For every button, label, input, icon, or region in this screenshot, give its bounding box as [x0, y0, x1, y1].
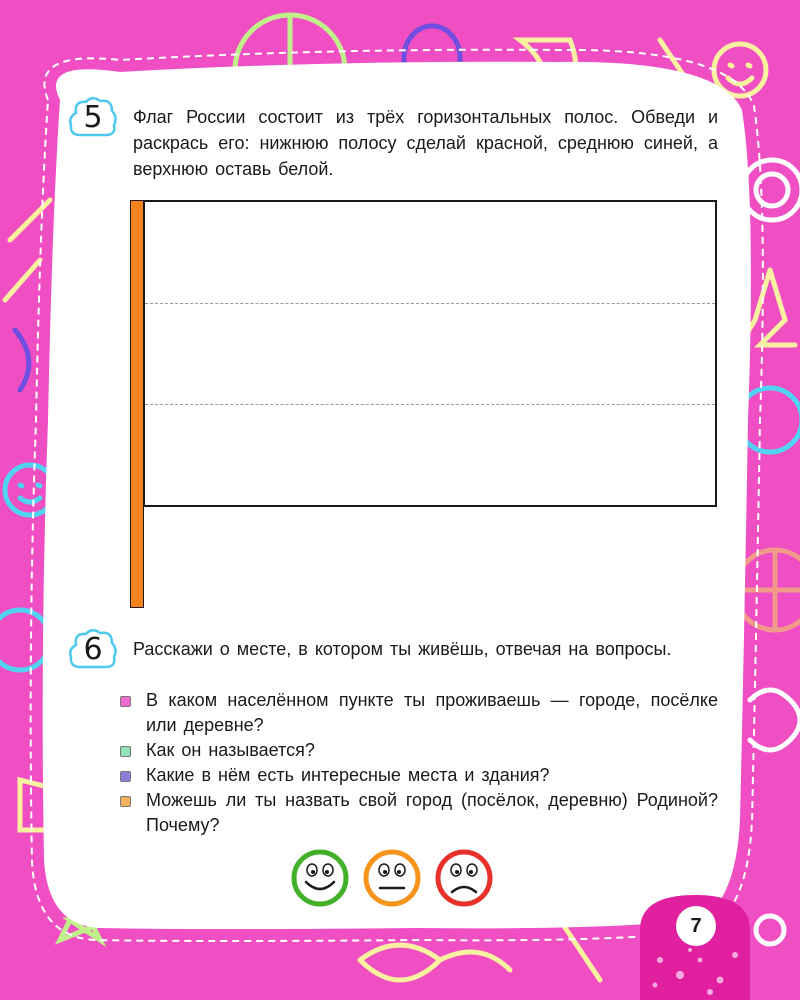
task-6-badge: [68, 627, 118, 673]
question-text: В каком населённом пункте ты проживаешь — городе, посёлке или деревне?: [146, 690, 718, 735]
question-text: Какие в нём есть интересные места и здания?: [146, 765, 550, 785]
flag-stripe-top[interactable]: [145, 202, 715, 304]
russia-flag-outline[interactable]: [143, 200, 717, 507]
task-number: 5: [83, 100, 103, 135]
list-item: [118, 763, 718, 788]
bullet-square-icon: [120, 796, 131, 807]
self-assessment-faces: [290, 848, 500, 908]
list-item: [118, 738, 718, 763]
question-text: Можешь ли ты назвать свой город (посёлок, деревню) Родиной? Почему?: [146, 790, 718, 835]
list-item: [118, 788, 718, 838]
bullet-square-icon: [120, 746, 131, 757]
happy-face-icon[interactable]: [294, 852, 346, 904]
flag-pole: [130, 200, 144, 608]
neutral-face-icon[interactable]: [366, 852, 418, 904]
task-5-instruction: Флаг России состоит из трёх горизонтальных полос. Обведи и раскрась его: нижнюю полосу сделай красной, среднюю синей, а верхнюю оставь белой.: [133, 107, 718, 179]
task-number: 6: [83, 632, 103, 667]
question-text: Как он называется?: [146, 740, 315, 760]
question-list: [118, 688, 718, 838]
sad-face-icon[interactable]: [438, 852, 490, 904]
flag-stripe-bottom[interactable]: [145, 405, 715, 505]
bullet-square-icon: [120, 771, 131, 782]
flag-stripe-middle[interactable]: [145, 303, 715, 405]
page-number: 7: [676, 906, 716, 946]
task-6-instruction: Расскажи о месте, в котором ты живёшь, отвечая на вопросы.: [133, 639, 672, 659]
list-item: [118, 688, 718, 738]
bullet-square-icon: [120, 696, 131, 707]
task-5-badge: [68, 95, 118, 141]
